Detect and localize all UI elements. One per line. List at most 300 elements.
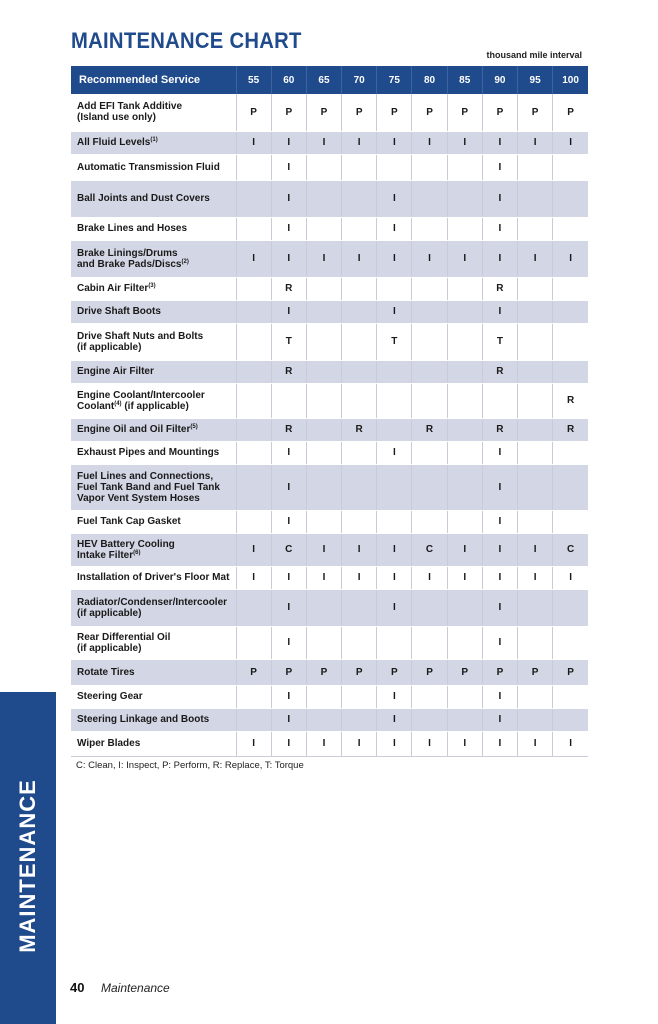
schedule-cell bbox=[377, 464, 412, 510]
schedule-cell bbox=[412, 154, 447, 180]
service-label-suffix: (if applicable) bbox=[121, 400, 189, 412]
schedule-cell bbox=[412, 510, 447, 533]
schedule-cell: P bbox=[377, 659, 412, 685]
table-row bbox=[71, 94, 588, 131]
schedule-cell bbox=[342, 300, 377, 323]
schedule-cell bbox=[306, 383, 341, 418]
schedule-cell bbox=[553, 626, 588, 659]
schedule-cell bbox=[518, 154, 553, 180]
service-label: All Fluid Levels bbox=[77, 137, 151, 148]
schedule-cell: I bbox=[342, 131, 377, 154]
schedule-cell bbox=[412, 180, 447, 217]
service-name bbox=[71, 626, 236, 659]
service-name bbox=[71, 240, 236, 277]
schedule-cell: I bbox=[447, 566, 482, 589]
schedule-cell bbox=[342, 626, 377, 659]
schedule-cell bbox=[447, 277, 482, 300]
service-name bbox=[71, 589, 236, 626]
schedule-cell bbox=[412, 300, 447, 323]
schedule-cell: T bbox=[271, 323, 306, 360]
schedule-cell bbox=[306, 360, 341, 383]
schedule-cell bbox=[518, 510, 553, 533]
schedule-cell: P bbox=[412, 94, 447, 131]
schedule-cell bbox=[236, 154, 271, 180]
schedule-cell bbox=[447, 360, 482, 383]
schedule-cell bbox=[236, 277, 271, 300]
schedule-cell bbox=[553, 180, 588, 217]
schedule-cell: P bbox=[306, 659, 341, 685]
schedule-cell bbox=[553, 277, 588, 300]
schedule-cell: I bbox=[306, 731, 341, 756]
service-name bbox=[71, 566, 236, 589]
schedule-cell: P bbox=[377, 94, 412, 131]
schedule-cell: I bbox=[342, 533, 377, 566]
schedule-cell bbox=[236, 217, 271, 240]
schedule-cell: I bbox=[377, 589, 412, 626]
schedule-cell: I bbox=[482, 217, 517, 240]
schedule-cell: I bbox=[271, 217, 306, 240]
schedule-cell bbox=[518, 383, 553, 418]
schedule-cell bbox=[236, 685, 271, 708]
service-label: Rotate Tires bbox=[77, 666, 135, 678]
schedule-cell bbox=[553, 464, 588, 510]
schedule-cell bbox=[447, 589, 482, 626]
service-name bbox=[71, 418, 236, 441]
schedule-cell: I bbox=[447, 240, 482, 277]
table-row bbox=[71, 464, 588, 510]
schedule-cell: P bbox=[482, 94, 517, 131]
schedule-cell bbox=[236, 626, 271, 659]
schedule-cell: R bbox=[271, 360, 306, 383]
section-name: Maintenance bbox=[101, 981, 170, 995]
schedule-cell: I bbox=[271, 731, 306, 756]
interval-header-90: 90 bbox=[482, 66, 517, 94]
schedule-cell: I bbox=[553, 731, 588, 756]
schedule-cell bbox=[447, 510, 482, 533]
schedule-cell: I bbox=[553, 566, 588, 589]
schedule-cell bbox=[412, 464, 447, 510]
service-label: Fuel Tank Cap Gasket bbox=[77, 516, 181, 527]
interval-header-75: 75 bbox=[377, 66, 412, 94]
schedule-cell bbox=[553, 708, 588, 731]
schedule-cell bbox=[306, 626, 341, 659]
service-label: Cabin Air Filter bbox=[77, 283, 149, 294]
service-label: Drive Shaft Boots bbox=[77, 306, 161, 317]
table-row bbox=[71, 510, 588, 533]
schedule-cell: I bbox=[236, 566, 271, 589]
schedule-cell: I bbox=[482, 626, 517, 659]
schedule-cell: I bbox=[412, 240, 447, 277]
schedule-cell bbox=[447, 217, 482, 240]
service-name bbox=[71, 464, 236, 510]
schedule-cell bbox=[306, 589, 341, 626]
schedule-cell bbox=[553, 360, 588, 383]
service-name bbox=[71, 154, 236, 180]
interval-header-80: 80 bbox=[412, 66, 447, 94]
interval-header-65: 65 bbox=[306, 66, 341, 94]
service-label: Drive Shaft Nuts and Bolts (if applicable) bbox=[77, 330, 204, 353]
table-row bbox=[71, 566, 588, 589]
schedule-cell bbox=[306, 323, 341, 360]
table-row bbox=[71, 300, 588, 323]
schedule-cell bbox=[342, 154, 377, 180]
schedule-cell bbox=[377, 418, 412, 441]
schedule-cell: I bbox=[377, 708, 412, 731]
schedule-cell bbox=[447, 685, 482, 708]
schedule-cell bbox=[553, 441, 588, 464]
schedule-cell: P bbox=[236, 659, 271, 685]
schedule-cell bbox=[447, 626, 482, 659]
schedule-cell: I bbox=[342, 731, 377, 756]
side-tab-label: MAINTENANCE bbox=[15, 779, 40, 953]
schedule-cell bbox=[518, 464, 553, 510]
schedule-cell: P bbox=[553, 94, 588, 131]
schedule-cell: I bbox=[518, 131, 553, 154]
schedule-cell: R bbox=[342, 418, 377, 441]
schedule-cell: C bbox=[553, 533, 588, 566]
schedule-cell bbox=[377, 383, 412, 418]
schedule-cell: P bbox=[342, 94, 377, 131]
schedule-cell: I bbox=[377, 240, 412, 277]
schedule-cell bbox=[342, 323, 377, 360]
service-label: Engine Coolant/Intercooler Coolant bbox=[77, 389, 205, 412]
schedule-cell: I bbox=[412, 731, 447, 756]
schedule-cell bbox=[412, 360, 447, 383]
service-name bbox=[71, 131, 236, 154]
maintenance-table bbox=[71, 66, 588, 757]
schedule-cell: I bbox=[482, 685, 517, 708]
schedule-cell: I bbox=[482, 566, 517, 589]
service-name bbox=[71, 360, 236, 383]
service-name bbox=[71, 383, 236, 418]
schedule-cell: I bbox=[482, 731, 517, 756]
schedule-cell: I bbox=[518, 566, 553, 589]
table-row bbox=[71, 154, 588, 180]
schedule-cell: I bbox=[412, 566, 447, 589]
schedule-cell bbox=[412, 217, 447, 240]
service-label: Add EFI Tank Additive (Island use only) bbox=[77, 101, 183, 124]
schedule-cell: I bbox=[306, 240, 341, 277]
schedule-cell: I bbox=[306, 131, 341, 154]
schedule-cell: I bbox=[482, 180, 517, 217]
table-row bbox=[71, 685, 588, 708]
schedule-cell bbox=[412, 708, 447, 731]
schedule-cell: I bbox=[482, 240, 517, 277]
table-row bbox=[71, 626, 588, 659]
table-row bbox=[71, 659, 588, 685]
schedule-cell bbox=[342, 589, 377, 626]
schedule-cell: P bbox=[518, 94, 553, 131]
schedule-cell bbox=[236, 180, 271, 217]
schedule-cell: P bbox=[518, 659, 553, 685]
schedule-cell bbox=[306, 708, 341, 731]
footnote-ref: (2) bbox=[181, 258, 189, 265]
footnote-ref: (6) bbox=[133, 549, 141, 556]
schedule-cell bbox=[342, 685, 377, 708]
footnote-ref: (3) bbox=[148, 283, 156, 289]
legend: C: Clean, I: Inspect, P: Perform, R: Replace, T: Torque bbox=[76, 760, 304, 771]
table-row bbox=[71, 180, 588, 217]
schedule-cell: P bbox=[342, 659, 377, 685]
schedule-cell bbox=[342, 217, 377, 240]
schedule-cell bbox=[482, 383, 517, 418]
service-name bbox=[71, 685, 236, 708]
schedule-cell: I bbox=[447, 731, 482, 756]
schedule-cell: C bbox=[271, 533, 306, 566]
schedule-cell bbox=[342, 277, 377, 300]
schedule-cell bbox=[447, 383, 482, 418]
schedule-cell: I bbox=[306, 533, 341, 566]
schedule-cell bbox=[306, 217, 341, 240]
schedule-cell: I bbox=[482, 533, 517, 566]
schedule-cell: P bbox=[412, 659, 447, 685]
schedule-cell: I bbox=[271, 685, 306, 708]
schedule-cell: I bbox=[482, 589, 517, 626]
schedule-cell: I bbox=[482, 131, 517, 154]
service-label: Installation of Driver's Floor Mat bbox=[77, 572, 230, 583]
schedule-cell: I bbox=[306, 566, 341, 589]
table-row bbox=[71, 418, 588, 441]
schedule-cell bbox=[236, 464, 271, 510]
schedule-cell bbox=[306, 685, 341, 708]
schedule-cell: T bbox=[377, 323, 412, 360]
table-row bbox=[71, 323, 588, 360]
schedule-cell: I bbox=[271, 510, 306, 533]
schedule-cell bbox=[447, 300, 482, 323]
schedule-cell bbox=[236, 383, 271, 418]
schedule-cell: R bbox=[482, 360, 517, 383]
schedule-cell bbox=[306, 510, 341, 533]
schedule-cell: R bbox=[482, 418, 517, 441]
schedule-cell: I bbox=[236, 240, 271, 277]
table-row bbox=[71, 240, 588, 277]
service-column-header: Recommended Service bbox=[71, 66, 236, 94]
page-title: MAINTENANCE CHART bbox=[71, 28, 302, 53]
schedule-cell bbox=[412, 441, 447, 464]
schedule-cell bbox=[236, 708, 271, 731]
service-label: Steering Linkage and Boots bbox=[77, 714, 210, 725]
schedule-cell: P bbox=[236, 94, 271, 131]
service-label: Fuel Lines and Connections, Fuel Tank Band and Fuel Tank Vapor Vent System Hoses bbox=[77, 470, 220, 504]
schedule-cell: I bbox=[447, 131, 482, 154]
schedule-cell bbox=[518, 626, 553, 659]
schedule-cell bbox=[236, 510, 271, 533]
schedule-cell bbox=[236, 589, 271, 626]
schedule-cell bbox=[447, 180, 482, 217]
schedule-cell: T bbox=[482, 323, 517, 360]
schedule-cell bbox=[553, 510, 588, 533]
schedule-cell: I bbox=[553, 240, 588, 277]
schedule-cell bbox=[306, 277, 341, 300]
schedule-cell bbox=[342, 708, 377, 731]
service-name bbox=[71, 180, 236, 217]
schedule-cell: I bbox=[377, 533, 412, 566]
page-number: 40 bbox=[70, 980, 85, 995]
service-label: Wiper Blades bbox=[77, 738, 141, 749]
service-name bbox=[71, 441, 236, 464]
schedule-cell: P bbox=[482, 659, 517, 685]
service-label: Engine Oil and Oil Filter bbox=[77, 424, 191, 435]
schedule-cell bbox=[447, 323, 482, 360]
schedule-cell: R bbox=[553, 418, 588, 441]
schedule-cell: P bbox=[447, 94, 482, 131]
schedule-cell: I bbox=[236, 131, 271, 154]
schedule-cell bbox=[342, 464, 377, 510]
schedule-cell: I bbox=[271, 154, 306, 180]
schedule-cell: I bbox=[482, 510, 517, 533]
schedule-cell bbox=[518, 323, 553, 360]
schedule-cell: I bbox=[377, 300, 412, 323]
schedule-cell bbox=[377, 510, 412, 533]
schedule-cell: I bbox=[271, 240, 306, 277]
schedule-cell bbox=[271, 383, 306, 418]
schedule-cell: P bbox=[271, 94, 306, 131]
schedule-cell bbox=[553, 217, 588, 240]
schedule-cell bbox=[447, 154, 482, 180]
schedule-cell bbox=[306, 154, 341, 180]
table-header-row bbox=[71, 66, 588, 94]
schedule-cell: P bbox=[306, 94, 341, 131]
schedule-cell: I bbox=[377, 441, 412, 464]
schedule-cell: I bbox=[271, 131, 306, 154]
schedule-cell: I bbox=[518, 240, 553, 277]
table-body bbox=[71, 94, 588, 756]
table-row bbox=[71, 360, 588, 383]
schedule-cell bbox=[447, 418, 482, 441]
schedule-cell: I bbox=[377, 685, 412, 708]
schedule-cell bbox=[412, 589, 447, 626]
schedule-cell bbox=[518, 180, 553, 217]
schedule-cell: I bbox=[377, 180, 412, 217]
interval-header-95: 95 bbox=[518, 66, 553, 94]
schedule-cell bbox=[447, 708, 482, 731]
service-label: Engine Air Filter bbox=[77, 366, 154, 377]
schedule-cell bbox=[377, 626, 412, 659]
schedule-cell bbox=[553, 300, 588, 323]
schedule-cell bbox=[377, 277, 412, 300]
schedule-cell bbox=[342, 180, 377, 217]
schedule-cell bbox=[377, 154, 412, 180]
service-name bbox=[71, 708, 236, 731]
schedule-cell bbox=[342, 510, 377, 533]
schedule-cell bbox=[236, 323, 271, 360]
interval-note: thousand mile interval bbox=[486, 50, 582, 60]
schedule-cell: I bbox=[518, 731, 553, 756]
table-row bbox=[71, 131, 588, 154]
schedule-cell bbox=[412, 323, 447, 360]
schedule-cell bbox=[553, 323, 588, 360]
schedule-cell bbox=[553, 685, 588, 708]
interval-header-70: 70 bbox=[342, 66, 377, 94]
schedule-cell bbox=[553, 154, 588, 180]
schedule-cell: R bbox=[271, 277, 306, 300]
schedule-cell bbox=[447, 464, 482, 510]
schedule-cell bbox=[342, 383, 377, 418]
schedule-cell: I bbox=[271, 589, 306, 626]
schedule-cell: I bbox=[518, 533, 553, 566]
schedule-cell bbox=[342, 441, 377, 464]
schedule-cell bbox=[518, 685, 553, 708]
schedule-cell: I bbox=[482, 464, 517, 510]
schedule-cell bbox=[412, 685, 447, 708]
interval-header-55: 55 bbox=[236, 66, 271, 94]
schedule-cell bbox=[518, 300, 553, 323]
service-name bbox=[71, 510, 236, 533]
schedule-cell: I bbox=[271, 566, 306, 589]
schedule-cell: I bbox=[271, 441, 306, 464]
table-row bbox=[71, 533, 588, 566]
schedule-cell: I bbox=[236, 533, 271, 566]
service-label: Exhaust Pipes and Mountings bbox=[77, 447, 220, 458]
service-name bbox=[71, 323, 236, 360]
footnote-ref: (4) bbox=[114, 400, 122, 407]
service-name bbox=[71, 533, 236, 566]
schedule-cell: I bbox=[412, 131, 447, 154]
schedule-cell bbox=[412, 383, 447, 418]
schedule-cell: R bbox=[553, 383, 588, 418]
schedule-cell bbox=[518, 589, 553, 626]
schedule-cell bbox=[236, 360, 271, 383]
service-label: Automatic Transmission Fluid bbox=[77, 161, 220, 173]
service-label: Radiator/Condenser/Intercooler (if applicable) bbox=[77, 596, 228, 619]
schedule-cell bbox=[306, 300, 341, 323]
schedule-cell: P bbox=[447, 659, 482, 685]
table-row bbox=[71, 383, 588, 418]
schedule-cell: I bbox=[482, 441, 517, 464]
service-name bbox=[71, 659, 236, 685]
footnote-ref: (5) bbox=[190, 424, 198, 430]
schedule-cell: I bbox=[482, 300, 517, 323]
schedule-cell: I bbox=[447, 533, 482, 566]
service-label: HEV Battery Cooling Intake Filter bbox=[77, 538, 175, 561]
service-name bbox=[71, 217, 236, 240]
schedule-cell bbox=[306, 441, 341, 464]
schedule-cell: I bbox=[271, 708, 306, 731]
service-name bbox=[71, 277, 236, 300]
schedule-cell: I bbox=[553, 131, 588, 154]
schedule-cell: P bbox=[553, 659, 588, 685]
schedule-cell: I bbox=[377, 217, 412, 240]
schedule-cell: I bbox=[482, 154, 517, 180]
service-label: Brake Lines and Hoses bbox=[77, 223, 188, 234]
table-row bbox=[71, 708, 588, 731]
schedule-cell: I bbox=[236, 731, 271, 756]
schedule-cell bbox=[236, 300, 271, 323]
schedule-cell bbox=[377, 360, 412, 383]
service-name bbox=[71, 300, 236, 323]
schedule-cell: I bbox=[377, 566, 412, 589]
schedule-cell bbox=[306, 464, 341, 510]
schedule-cell: I bbox=[271, 300, 306, 323]
schedule-cell bbox=[447, 441, 482, 464]
schedule-cell bbox=[412, 626, 447, 659]
table-row bbox=[71, 217, 588, 240]
schedule-cell: I bbox=[271, 464, 306, 510]
table-row bbox=[71, 731, 588, 756]
schedule-cell: I bbox=[482, 708, 517, 731]
footnote-ref: (1) bbox=[150, 137, 158, 143]
schedule-cell: P bbox=[271, 659, 306, 685]
schedule-cell: C bbox=[412, 533, 447, 566]
schedule-cell bbox=[518, 441, 553, 464]
service-name bbox=[71, 94, 236, 131]
schedule-cell: I bbox=[342, 240, 377, 277]
schedule-cell bbox=[236, 418, 271, 441]
schedule-cell bbox=[342, 360, 377, 383]
schedule-cell: I bbox=[271, 626, 306, 659]
schedule-cell bbox=[518, 418, 553, 441]
service-label: Brake Linings/Drums and Brake Pads/Discs bbox=[77, 247, 182, 270]
